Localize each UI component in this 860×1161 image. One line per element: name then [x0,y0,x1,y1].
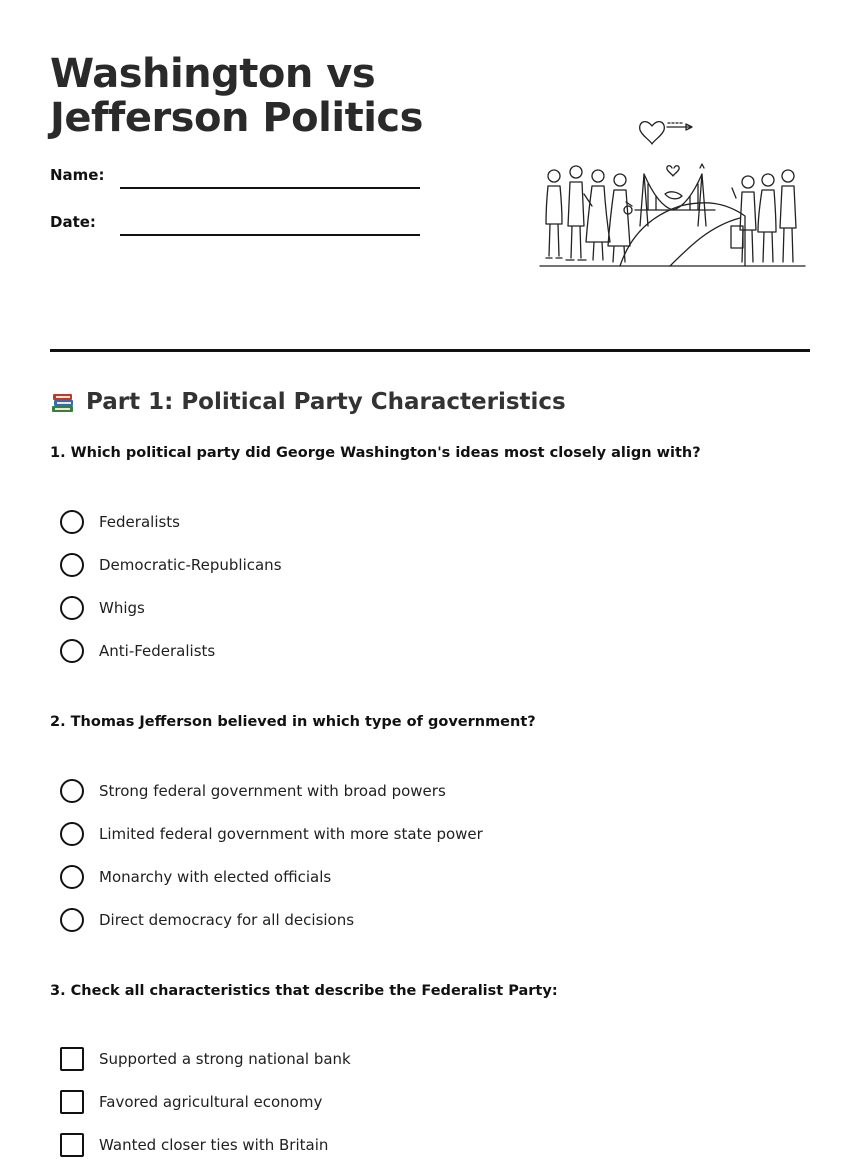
radio-button[interactable] [60,908,84,932]
checkbox[interactable] [60,1133,84,1157]
name-write-line[interactable] [120,187,420,189]
option-label: Wanted closer ties with Britain [99,1136,329,1154]
option-3a[interactable] [60,1046,351,1072]
option-1a[interactable] [60,509,180,535]
option-1d[interactable] [60,638,215,664]
option-label: Democratic-Republicans [99,556,282,574]
question-1: 1. Which political party did George Washington's ideas most closely align with? [50,445,701,461]
date-write-line[interactable] [120,234,420,236]
part1-heading-text: Part 1: Political Party Characteristics [86,389,566,415]
date-label: Date: [50,213,96,231]
radio-button[interactable] [60,639,84,663]
radio-button[interactable] [60,865,84,889]
option-label: Direct democracy for all decisions [99,911,355,929]
books-icon [50,389,76,415]
radio-button[interactable] [60,553,84,577]
radio-button[interactable] [60,510,84,534]
part1-heading [50,389,566,415]
option-label: Whigs [99,599,145,617]
option-2c[interactable] [60,864,331,890]
option-label: Favored agricultural economy [99,1093,323,1111]
radio-button[interactable] [60,822,84,846]
radio-button[interactable] [60,779,84,803]
date-field[interactable] [50,213,420,243]
name-field[interactable] [50,166,420,196]
name-label: Name: [50,166,105,184]
checkbox[interactable] [60,1047,84,1071]
worksheet-title [50,52,423,140]
option-3c[interactable] [60,1132,328,1158]
radio-button[interactable] [60,596,84,620]
title-line-1: Washington vs [50,51,376,97]
option-1c[interactable] [60,595,145,621]
option-label: Supported a strong national bank [99,1050,351,1068]
option-label: Strong federal government with broad powers [99,782,446,800]
section-divider [50,349,810,352]
title-line-2: Jefferson Politics [50,95,423,141]
option-2d[interactable] [60,907,354,933]
option-label: Federalists [99,513,180,531]
option-1b[interactable] [60,552,282,578]
question-2: 2. Thomas Jefferson believed in which type of government? [50,714,536,730]
people-handshake-bridge-illustration [530,106,810,272]
option-label: Monarchy with elected officials [99,868,332,886]
option-2a[interactable] [60,778,446,804]
option-label: Limited federal government with more state power [99,825,483,843]
checkbox[interactable] [60,1090,84,1114]
option-2b[interactable] [60,821,483,847]
option-3b[interactable] [60,1089,322,1115]
option-label: Anti-Federalists [99,642,216,660]
question-3: 3. Check all characteristics that describe the Federalist Party: [50,983,558,999]
